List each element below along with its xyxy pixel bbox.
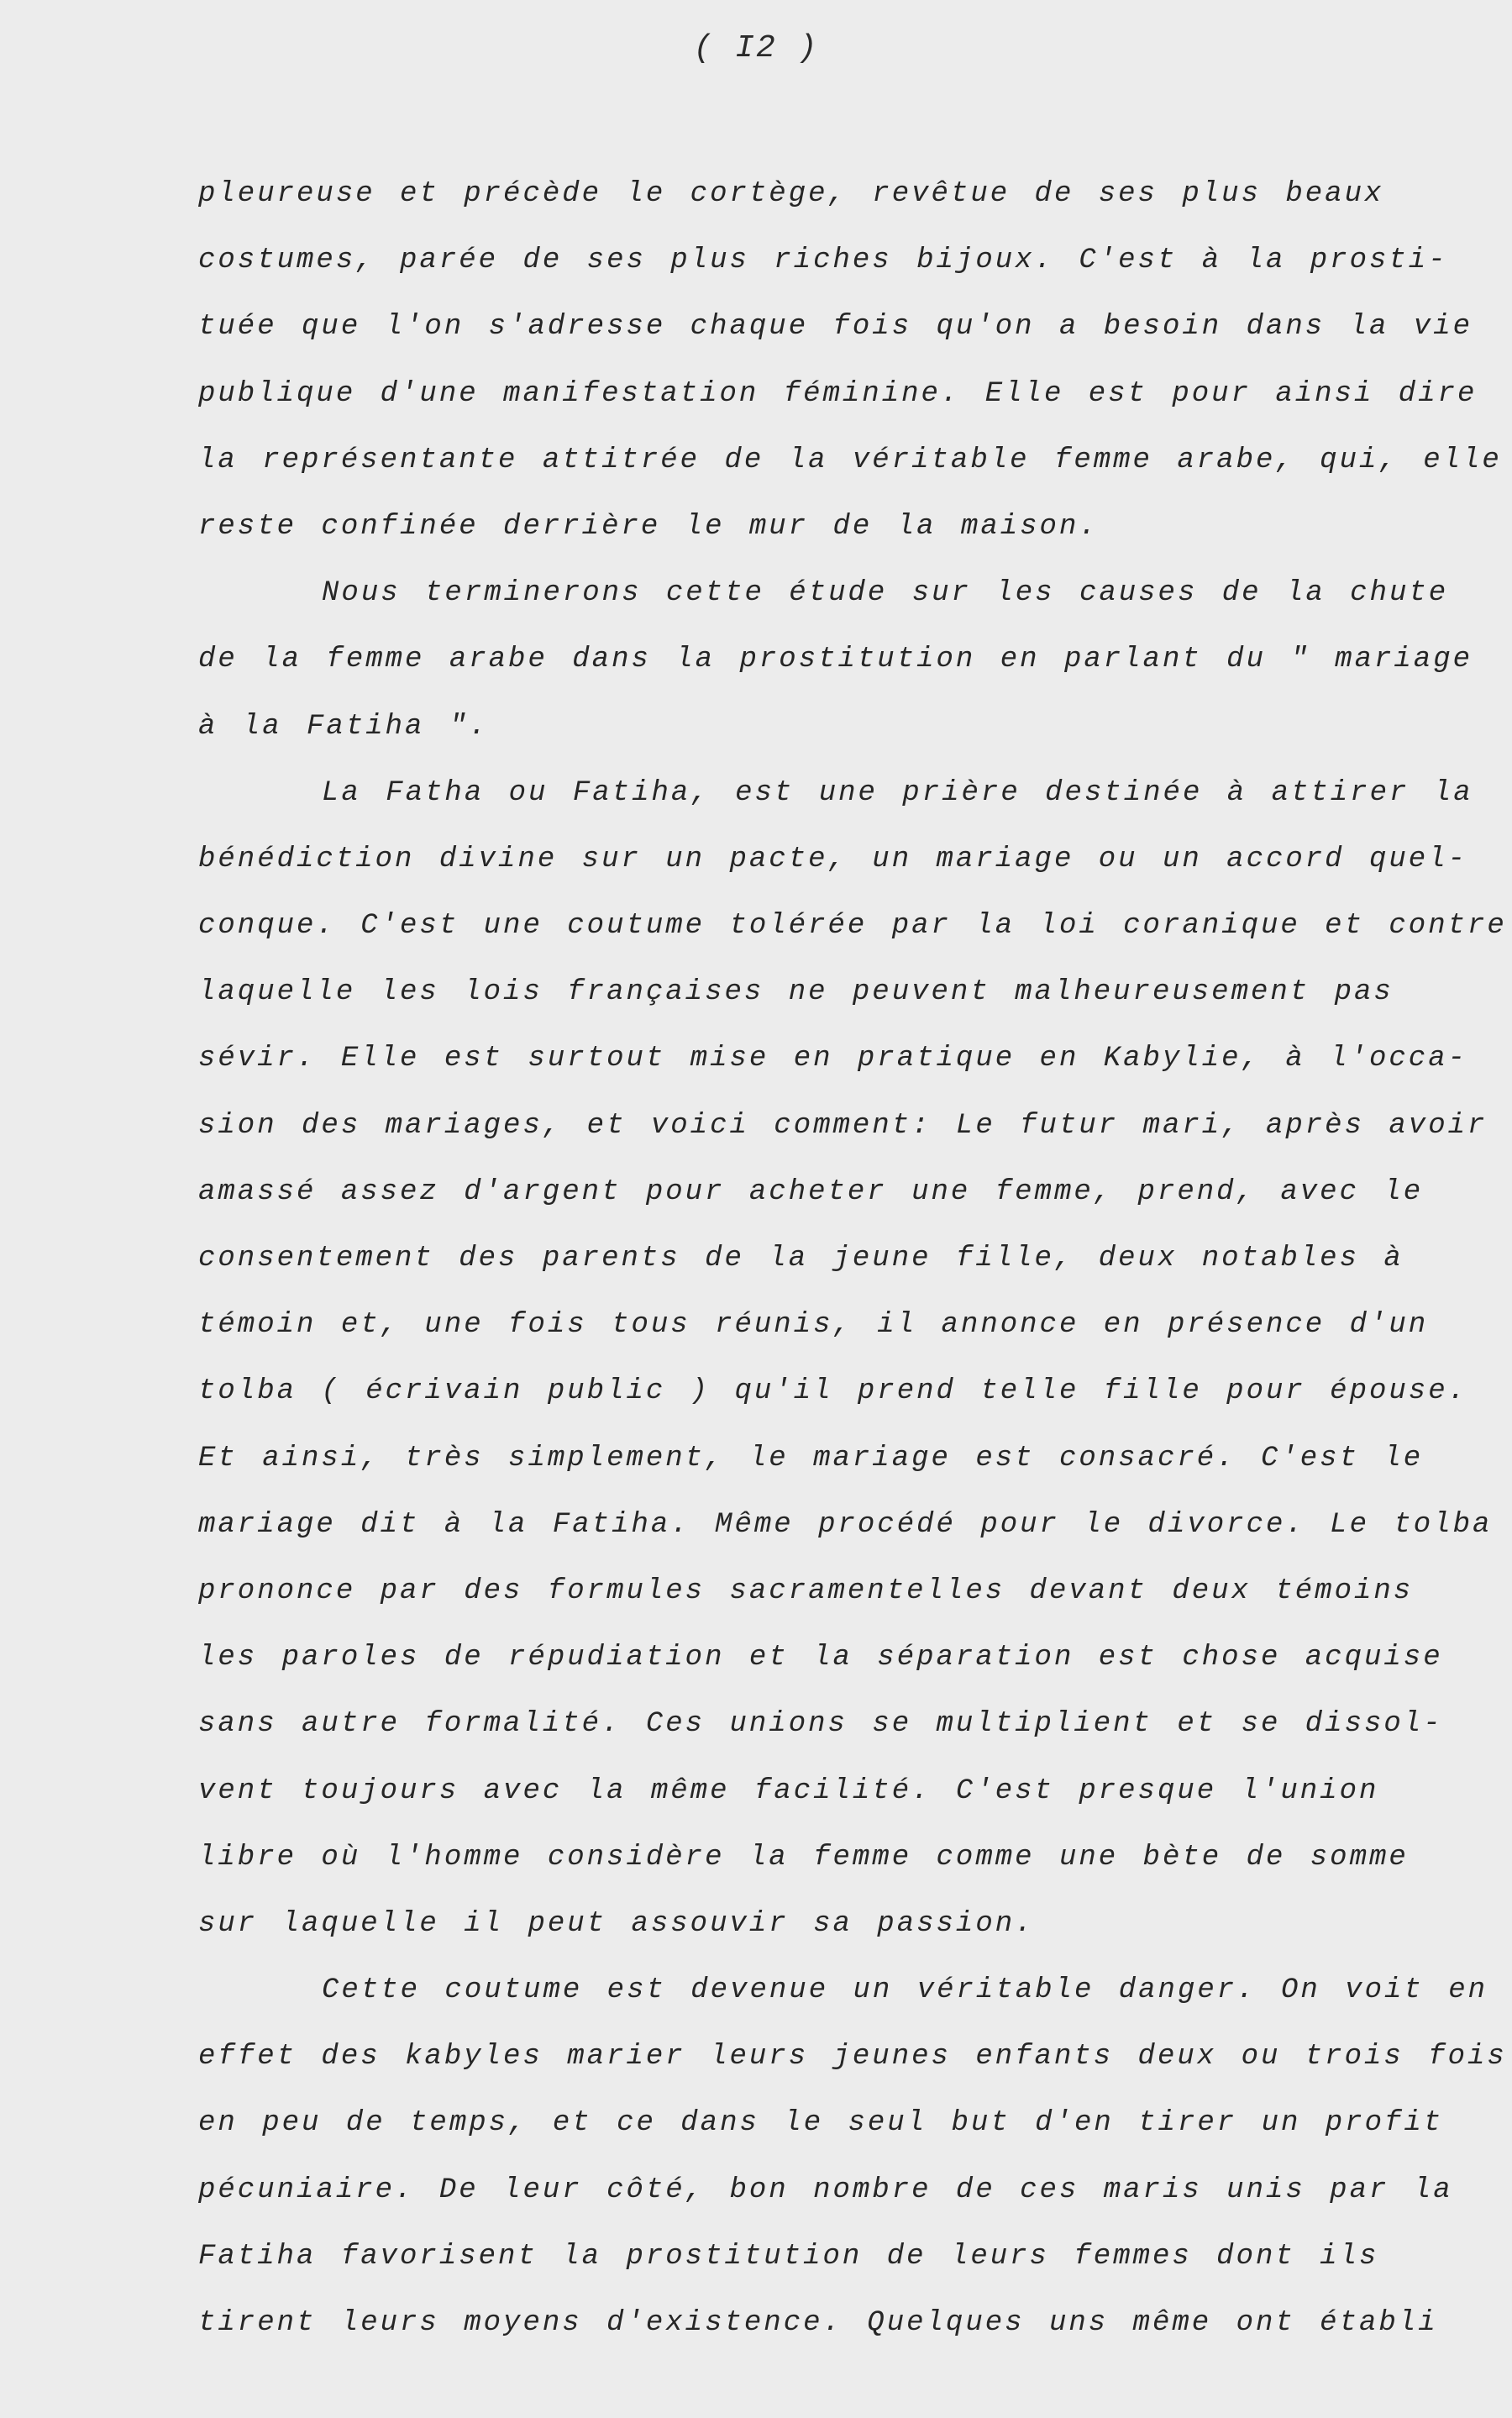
text-line: costumes, parée de ses plus riches bijoux. C'est à la prosti-	[198, 244, 1448, 277]
text-line: publique d'une manifestation féminine. Elle est pour ainsi dire	[198, 377, 1478, 410]
text-line: sans autre formalité. Ces unions se multiplient et se dissol-	[198, 1708, 1443, 1741]
text-line: Et ainsi, très simplement, le mariage est consacré. C'est le	[198, 1442, 1424, 1474]
text-line: effet des kabyles marier leurs jeunes enfants deux ou trois fois	[198, 2041, 1507, 2074]
text-line: la représentante attitrée de la véritable femme arabe, qui, elle	[198, 444, 1502, 476]
text-line: laquelle les lois françaises ne peuvent malheureusement pas	[198, 976, 1394, 1009]
text-line: pleureuse et précède le cortège, revêtue de ses plus beaux	[198, 178, 1384, 210]
text-line: La Fatha ou Fatiha, est une prière destinée à attirer la	[198, 776, 1473, 809]
text-line: à la Fatiha ".	[198, 710, 489, 743]
text-line: sur laquelle il peut assouvir sa passion.	[198, 1907, 1035, 1940]
text-line: Cette coutume est devenue un véritable danger. On voit en	[198, 1974, 1488, 2007]
text-line: reste confinée derrière le mur de la maison.	[198, 510, 1099, 543]
text-line: tuée que l'on s'adresse chaque fois qu'on a besoin dans la vie	[198, 311, 1473, 344]
text-line: Fatiha favorisent la prostitution de leurs femmes dont ils	[198, 2240, 1379, 2273]
body-text	[198, 161, 1509, 2357]
text-line: témoin et, une fois tous réunis, il annonce en présence d'un	[198, 1309, 1429, 1342]
text-line: bénédiction divine sur un pacte, un mariage ou un accord quel-	[198, 843, 1468, 875]
text-line: vent toujours avec la même facilité. C'est presque l'union	[198, 1774, 1379, 1807]
text-line: consentement des parents de la jeune fille, deux notables à	[198, 1243, 1404, 1275]
text-line: sévir. Elle est surtout mise en pratique en Kabylie, à l'occa-	[198, 1043, 1468, 1075]
text-line: sion des mariages, et voici comment: Le futur mari, après avoir	[198, 1109, 1488, 1142]
page-number: ( I2 )	[693, 30, 819, 66]
text-line: tolba ( écrivain public ) qu'il prend telle fille pour épouse.	[198, 1375, 1468, 1408]
text-line: libre où l'homme considère la femme comme une bète de somme	[198, 1841, 1409, 1874]
text-line: de la femme arabe dans la prostitution en parlant du " mariage	[198, 644, 1473, 676]
text-line: en peu de temps, et ce dans le seul but d'en tirer un profit	[198, 2107, 1444, 2140]
text-line: Nous terminerons cette étude sur les causes de la chute	[198, 577, 1449, 610]
text-line: mariage dit à la Fatiha. Même procédé pour le divorce. Le tolba	[198, 1508, 1493, 1541]
text-line: amassé assez d'argent pour acheter une femme, prend, avec le	[198, 1175, 1424, 1208]
text-line: prononce par des formules sacramentelles devant deux témoins	[198, 1574, 1414, 1607]
text-line: tirent leurs moyens d'existence. Quelques uns même ont établi	[198, 2307, 1438, 2339]
text-line: les paroles de répudiation et la séparation est chose acquise	[198, 1642, 1443, 1674]
text-line: conque. C'est une coutume tolérée par la loi coranique et contre	[198, 910, 1507, 943]
text-line: pécuniaire. De leur côté, bon nombre de ces maris unis par la	[198, 2174, 1453, 2206]
